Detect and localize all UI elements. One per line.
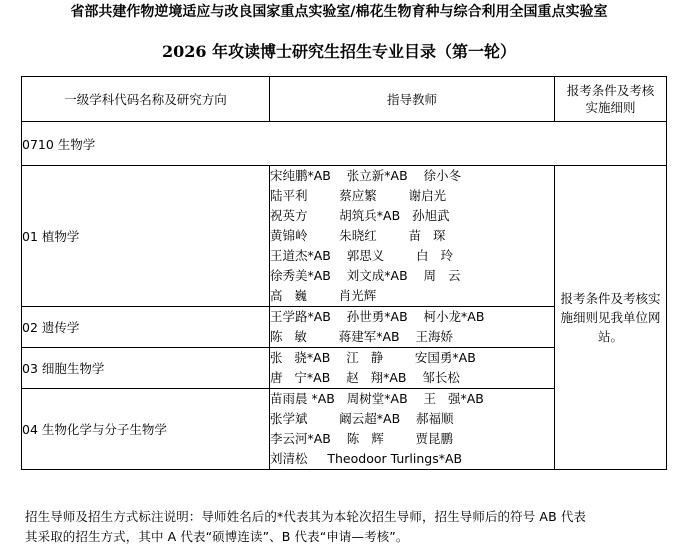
institution-header: 省部共建作物逆境适应与改良国家重点实验室/棉花生物育种与综合利用全国重点实验室 — [70, 4, 608, 20]
direction-name: 04 生物化学与分子生物学 — [22, 389, 270, 470]
advisor-line: 李云河*AB 陈 辉 贾昆鹏 — [270, 431, 453, 446]
direction-name: 01 植物学 — [22, 166, 270, 307]
advisor-list — [270, 348, 555, 389]
advisor-line: 王道杰*AB 郭思义 白 玲 — [270, 248, 453, 263]
advisor-list — [270, 389, 555, 470]
page-title: 2026 年攻读博士研究生招生专业目录（第一轮） — [161, 42, 517, 61]
catalog-table — [21, 76, 667, 470]
footnote — [25, 507, 670, 547]
footnote-line: 其采取的招生方式，其中 A 代表“硕博连读”、B 代表“申请—考核”。 — [25, 529, 409, 544]
footnote-line: 招生导师及招生方式标注说明：导师姓名后的*代表其为本轮次招生导师，招生导师后的符号 AB 代表 — [25, 509, 587, 524]
advisor-line: 陈 敏 蒋建军*AB 王海娇 — [270, 329, 453, 344]
advisor-list — [270, 166, 555, 307]
direction-name: 03 细胞生物学 — [22, 348, 270, 389]
advisor-line: 苗雨晨 *AB 周树堂*AB 王 强*AB — [270, 391, 484, 406]
advisor-line: 徐秀美*AB 刘文成*AB 周 云 — [270, 268, 461, 283]
discipline-row — [22, 122, 667, 166]
conditions-note: 报考条件及考核实施细则见我单位网站。 — [555, 166, 667, 470]
advisor-line: 张学斌 阚云超*AB 郝福顺 — [270, 411, 454, 426]
advisor-line: 王学路*AB 孙世勇*AB 柯小龙*AB — [270, 309, 485, 324]
advisor-list — [270, 307, 555, 348]
advisor-line: 宋纯鹏*AB 张立新*AB 徐小冬 — [270, 168, 462, 183]
column-header-discipline: 一级学科代码名称及研究方向 — [22, 77, 270, 122]
direction-row — [22, 166, 667, 307]
direction-name: 02 遗传学 — [22, 307, 270, 348]
advisor-line: 刘清松 Theodoor Turlings*AB — [270, 451, 463, 466]
advisor-line: 祝英方 胡筑兵*AB 孙旭武 — [270, 208, 450, 223]
table-header-row — [22, 77, 667, 122]
advisor-line: 张 骁*AB 江 静 安国勇*AB — [270, 350, 476, 365]
advisor-line: 黄锦岭 朱晓红 苗 琛 — [270, 228, 446, 243]
advisor-line: 陆平利 蔡应繁 谢启光 — [270, 188, 447, 203]
column-header-conditions: 报考条件及考核实施细则 — [555, 77, 667, 122]
advisor-line: 高 巍 肖光辉 — [270, 288, 377, 303]
advisor-line: 唐 宁*AB 赵 翔*AB 邹长松 — [270, 370, 460, 385]
discipline-label: 0710 生物学 — [22, 122, 667, 166]
column-header-advisors: 指导教师 — [270, 77, 555, 122]
